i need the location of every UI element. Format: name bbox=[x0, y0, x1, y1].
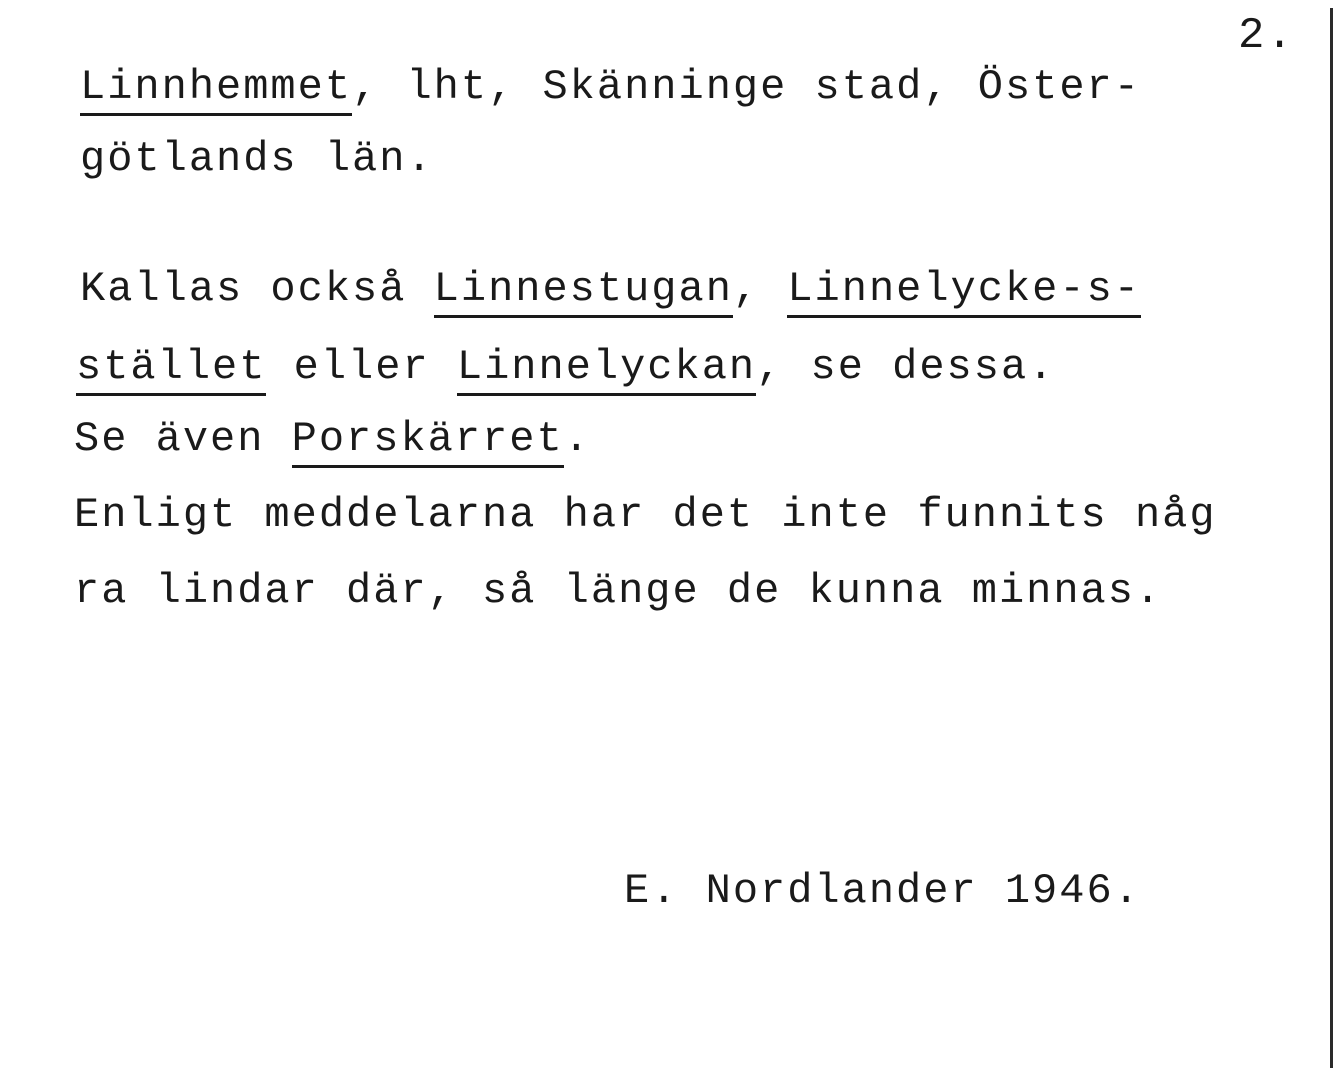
location-text: , lht, Skänninge stad, Öster- bbox=[352, 63, 1141, 111]
name-porskarret: Porskärret bbox=[292, 415, 564, 468]
text-line-4 bbox=[76, 343, 1056, 391]
see-these-text: , se dessa. bbox=[756, 343, 1056, 391]
card-edge-line bbox=[1330, 8, 1333, 1068]
name-linnestugan: Linnestugan bbox=[434, 265, 733, 318]
signature: E. Nordlander 1946. bbox=[624, 867, 1141, 915]
also-called-text: Kallas också bbox=[80, 265, 434, 313]
text-line-2: götlands län. bbox=[80, 135, 434, 183]
separator: , bbox=[732, 265, 788, 313]
or-text: eller bbox=[266, 343, 457, 391]
name-linnelyckestallet: Linnelycke-s- bbox=[787, 265, 1141, 318]
text-line-3 bbox=[80, 265, 1141, 313]
name-linnelyckan: Linnelyckan bbox=[457, 343, 756, 396]
text-line-7: ra lindar där, så länge de kunna minnas. bbox=[74, 567, 1163, 615]
see-also-text: Se även bbox=[74, 415, 292, 463]
period: . bbox=[563, 415, 591, 463]
text-line-1 bbox=[80, 63, 1141, 111]
page-number: 2. bbox=[1238, 11, 1295, 61]
text-line-6: Enligt meddelarna har det inte funnits någ bbox=[74, 491, 1217, 539]
name-linnelyckestallet-cont: stället bbox=[76, 343, 266, 396]
headword-linnhemmet: Linnhemmet bbox=[80, 63, 352, 116]
text-line-5 bbox=[74, 415, 591, 463]
